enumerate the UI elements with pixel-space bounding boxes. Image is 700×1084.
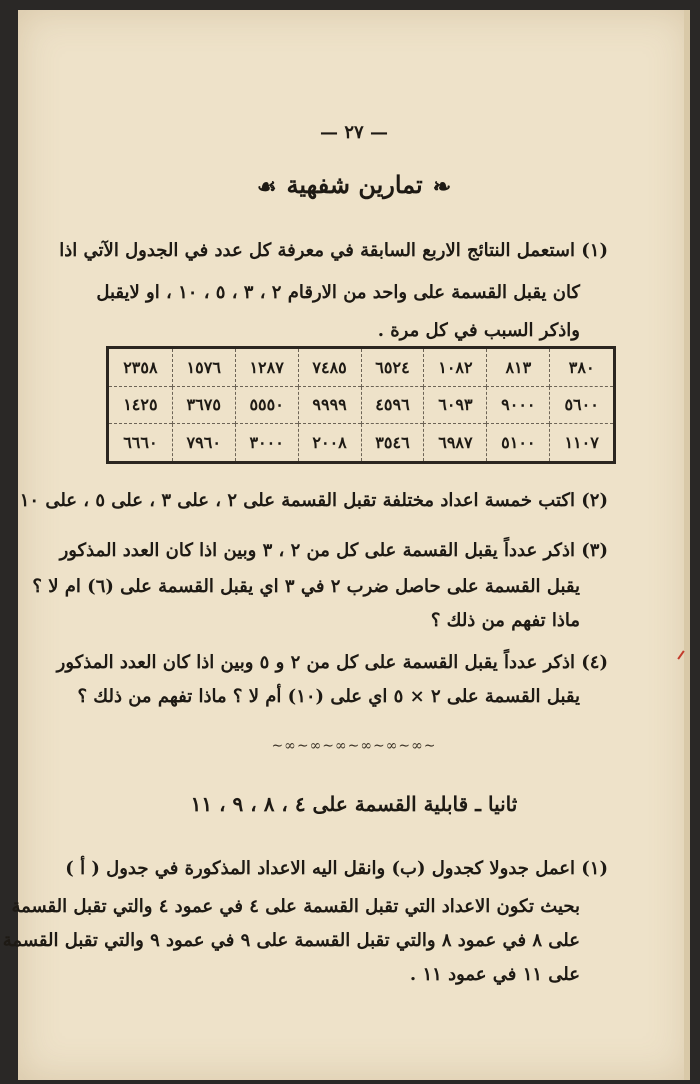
- exercise-3-line-1: [60, 540, 608, 561]
- page-title: تمارين شفهية: [286, 170, 423, 199]
- table-row: [108, 424, 615, 463]
- exercise-5-text-1: اعمل جدولا كجدول (ب) وانقل اليه الاعداد المذكورة في جدول ( أ ): [65, 858, 575, 879]
- exercise-2-text-1: اكتب خمسة اعداد مختلفة تقبل القسمة على ٢ ، على ٣ ، على ٥ ، على ١٠: [19, 490, 575, 511]
- book-page: [2, 10, 690, 1080]
- table-row: [108, 348, 615, 387]
- table-cell: ٣٠٠٠: [235, 424, 298, 463]
- table-cell: ٣٨٠: [550, 348, 615, 387]
- exercise-1-line-2: كان يقبل القسمة على واحد من الارقام ٢ ، ٣ ، ٥ ، ١٠ ، او لايقبل: [96, 282, 580, 303]
- ornament-right-icon: ❧: [432, 173, 452, 200]
- table-cell: ٦٦٦٠: [108, 424, 173, 463]
- exercise-1-text-1: استعمل النتائج الاربع السابقة في معرفة كل عدد في الجدول الآتي اذا: [59, 240, 575, 261]
- table-cell: ٢٠٠٨: [298, 424, 361, 463]
- ornamental-divider: ∽∞∽∞∽∞∽∞∽∞∽∞∽: [271, 738, 437, 754]
- table-cell: ٦٥٢٤: [361, 348, 424, 387]
- table-cell: ١٢٨٧: [235, 348, 298, 387]
- exercise-2-line-1: [20, 490, 608, 511]
- table-cell: ٣٥٤٦: [361, 424, 424, 463]
- exercise-4-number: (٤): [581, 652, 608, 673]
- exercise-5-line-4: على ١١ في عمود ١١ .: [409, 964, 580, 985]
- table-cell: ٥٦٠٠: [550, 386, 615, 423]
- table-cell: ٩٩٩٩: [298, 386, 361, 423]
- page-title-row: [18, 170, 690, 200]
- exercise-5-line-3: على ٨ في عمود ٨ والتي تقبل القسمة على ٩ في عمود ٩ والتي تقبل القسمة: [2, 930, 580, 951]
- table-cell: ٦٠٩٣: [424, 386, 487, 423]
- table-cell: ١١٠٧: [550, 424, 615, 463]
- exercise-3-line-3: ماذا تفهم من ذلك ؟: [430, 610, 580, 631]
- exercise-4-line-2: يقبل القسمة على ٢ × ٥ اي على (١٠) أم لا ؟ ماذا تفهم من ذلك ؟: [77, 686, 580, 707]
- table-cell: ٦٩٨٧: [424, 424, 487, 463]
- table-cell: ١٠٨٢: [424, 348, 487, 387]
- exercise-3-line-2: يقبل القسمة على حاصل ضرب ٢ في ٣ اي يقبل القسمة على (٦) ام لا ؟: [32, 576, 580, 597]
- table-row: [108, 386, 615, 423]
- table-cell: ٥١٠٠: [487, 424, 550, 463]
- exercise-3-text-1: اذكر عدداً يقبل القسمة على كل من ٢ ، ٣ وبين اذا كان العدد المذكور: [59, 540, 575, 561]
- table-cell: ٥٥٥٠: [235, 386, 298, 423]
- table-cell: ٢٣٥٨: [108, 348, 173, 387]
- table-cell: ٧٩٦٠: [172, 424, 235, 463]
- exercise-4-line-1: [57, 652, 608, 673]
- ornament-left-icon: ☙: [256, 173, 277, 200]
- exercise-3-number: (٣): [581, 540, 608, 561]
- page-number: — ٢٧ —: [320, 122, 388, 143]
- table-cell: ٣٦٧٥: [172, 386, 235, 423]
- table-cell: ٩٠٠٠: [487, 386, 550, 423]
- table-cell: ١٥٧٦: [172, 348, 235, 387]
- exercise-1-number: (١): [581, 240, 608, 261]
- exercise-1-line-3: واذكر السبب في كل مرة .: [377, 320, 580, 341]
- exercise-5-line-2: بحيث تكون الاعداد التي تقبل القسمة على ٤ في عمود ٤ والتي تقبل القسمة: [11, 896, 580, 917]
- table-cell: ٨١٣: [487, 348, 550, 387]
- table-cell: ١٤٢٥: [108, 386, 173, 423]
- exercise-1-line-1: [59, 240, 608, 261]
- exercise-5-line-1: [65, 858, 608, 879]
- table-cell: ٤٥٩٦: [361, 386, 424, 423]
- numbers-table: [106, 346, 616, 464]
- table-cell: ٧٤٨٥: [298, 348, 361, 387]
- exercise-2-number: (٢): [581, 490, 608, 511]
- exercise-4-text-1: اذكر عدداً يقبل القسمة على كل من ٢ و ٥ وبين اذا كان العدد المذكور: [56, 652, 575, 673]
- exercise-5-number: (١): [581, 858, 608, 879]
- section-heading: ثانيا ـ قابلية القسمة على ٤ ، ٨ ، ٩ ، ١١: [190, 792, 518, 816]
